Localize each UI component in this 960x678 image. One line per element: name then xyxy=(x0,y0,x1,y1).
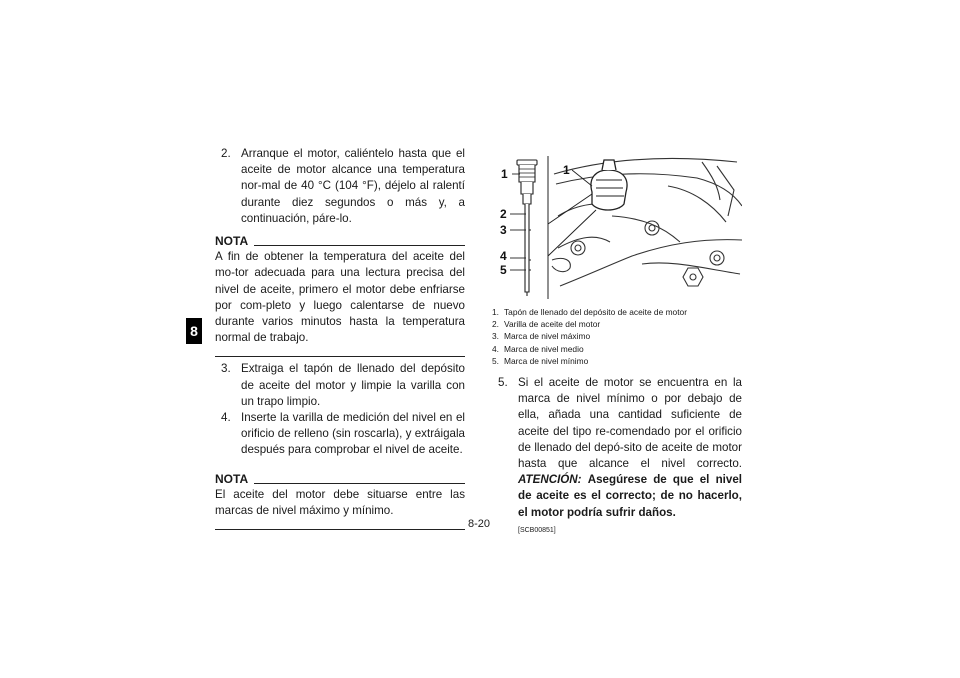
note-label: NOTA xyxy=(215,471,249,486)
legend-item: 4. Marca de nivel medio xyxy=(492,343,584,354)
callout-1-cap: 1 xyxy=(563,163,570,177)
callout-1-dipstick: 1 xyxy=(501,167,508,181)
note-2 xyxy=(215,471,465,531)
warning-label: ATENCIÓN: xyxy=(518,473,582,487)
callout-3: 3 xyxy=(500,223,507,237)
note-header xyxy=(215,233,465,249)
chapter-tab: 8 xyxy=(186,318,202,344)
callout-2: 2 xyxy=(500,207,507,221)
legend-item: 5. Marca de nivel mínimo xyxy=(492,355,589,366)
step-3 xyxy=(215,361,465,410)
step-4 xyxy=(215,410,465,459)
engine-illustration xyxy=(492,156,742,299)
step-text: Arranque el motor, caliéntelo hasta que el aceite de motor alcance una temperatura nor-mal de 40 °C (104 °F), déjelo al ralentí durante diez segundos o más y, a continuación, páre-lo. xyxy=(241,147,465,225)
callout-5: 5 xyxy=(500,263,507,277)
callout-4: 4 xyxy=(500,249,507,263)
figure-legend xyxy=(492,306,742,367)
left-column xyxy=(215,146,465,534)
step-number: 4. xyxy=(221,411,231,425)
warning-text: Asegúrese de que el nivel de aceite es el correcto; de no hacerlo, el motor podría sufrir daños. xyxy=(518,473,742,519)
note-label: NOTA xyxy=(215,234,249,249)
legend-item: 2. Varilla de aceite del motor xyxy=(492,319,601,330)
step-text: Extraiga el tapón de llenado del depósito de aceite del motor y limpie la varilla con un trapo limpio. xyxy=(241,362,465,408)
inset-connector xyxy=(548,210,596,256)
note-1 xyxy=(215,233,465,357)
engine-oil-figure xyxy=(492,156,742,299)
step-number: 3. xyxy=(221,362,231,376)
step-number: 2. xyxy=(221,147,231,160)
note-end-rule xyxy=(215,529,465,530)
page-number: 8-20 xyxy=(468,518,491,530)
reference-code: [SCB00851] xyxy=(518,526,556,534)
step-2 xyxy=(215,146,465,227)
note-rule xyxy=(254,245,465,246)
legend-item: 1. Tapón de llenado del depósito de aceite de motor xyxy=(492,307,687,317)
step-text: Inserte la varilla de medición del nivel en el orificio de relleno (sin roscarla), y extráigala después para comprobar el nivel de aceite. xyxy=(241,411,465,457)
legend-item: 3. Marca de nivel máximo xyxy=(492,331,591,342)
note-end-rule xyxy=(215,356,465,357)
step-text: Si el aceite de motor se encuentra en la marca de nivel mínimo o por debajo de ella, añada una cantidad suficiente de aceite del tipo re-comendado por el orificio de llenado del depó-sito de aceite de motor hasta que alcance el nivel correcto. xyxy=(518,376,742,471)
note-header xyxy=(215,471,465,487)
note-text: A fin de obtener la temperatura del aceite del mo-tor adecuada para una lectura precisa del nivel de aceite, primero el motor debe enfriarse por com-pleto y luego calentarse de nuevo durante varios minutos hasta la temperatura normal de trabajo. xyxy=(215,250,465,345)
note-rule xyxy=(254,483,465,484)
step-text-block xyxy=(518,375,742,521)
filler-cap-icon xyxy=(591,160,627,210)
right-column xyxy=(492,156,742,539)
step-5 xyxy=(492,375,742,521)
step-number: 5. xyxy=(498,376,508,390)
note-text: El aceite del motor debe situarse entre las marcas de nivel máximo y mínimo. xyxy=(215,487,465,518)
engine-lineart xyxy=(552,158,742,286)
